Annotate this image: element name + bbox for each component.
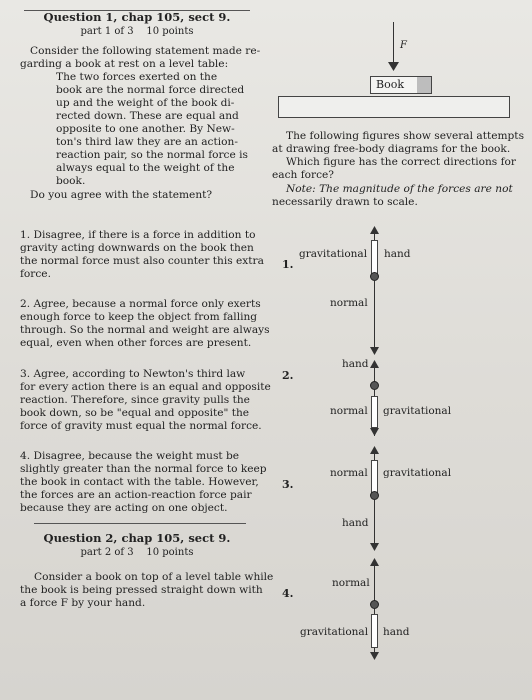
- label-upper-left: gravitational: [299, 248, 368, 260]
- option-line: force.: [20, 268, 51, 280]
- option-line: 2. Agree, because a normal force only exerts: [20, 298, 261, 310]
- lower-force-bar: [371, 614, 378, 648]
- option-line: the normal force must also counter this extra: [20, 255, 264, 267]
- label-lower-right: hand: [383, 626, 410, 638]
- body-point: [370, 600, 379, 609]
- option-line: 4. Disagree, because the weight must be: [20, 450, 240, 462]
- force-label: F: [400, 40, 407, 51]
- q1-line: opposite to one another. By New-: [56, 123, 235, 135]
- caption-line: Note: The magnitude of the forces are not: [286, 183, 513, 195]
- option-line: the book in contact with the table. However,: [20, 476, 259, 488]
- lower-force-line: [374, 500, 375, 546]
- body-point: [370, 381, 379, 390]
- caption-line: The following figures show several attempts: [286, 130, 525, 142]
- q2-title: Question 2, chap 105, sect 9.: [43, 531, 231, 545]
- book-label: Book: [376, 78, 404, 91]
- option-line: for every action there is an equal and opposite: [20, 381, 271, 393]
- down-arrow-head: [370, 428, 379, 436]
- option-line: because they are acting on one object.: [20, 502, 228, 514]
- body-point: [370, 491, 379, 500]
- q2-subtitle: part 2 of 3 10 points: [80, 547, 194, 558]
- option-line: gravity acting downwards on the book then: [20, 242, 254, 254]
- caption-line: at drawing free-body diagrams for the book.: [272, 143, 511, 155]
- option-line: enough force to keep the object from falling: [20, 311, 258, 323]
- book-shading: [417, 77, 431, 93]
- option-line: through. So the normal and weight are always: [20, 324, 270, 336]
- option-line: the forces are an action-reaction force pair: [20, 489, 252, 501]
- option-line: equal, even when other forces are present.: [20, 337, 252, 349]
- table-box: [278, 96, 510, 118]
- label-lower-left: hand: [342, 517, 369, 529]
- option-line: reaction. Therefore, since gravity pulls the: [20, 394, 250, 406]
- diagram-number: 3.: [282, 478, 294, 491]
- q1-line: The two forces exerted on the: [56, 71, 218, 83]
- upper-force-line: [374, 367, 375, 382]
- q2-top-rule: [34, 523, 246, 524]
- upper-force-bar: [371, 240, 378, 274]
- q1-line: Consider the following statement made re-: [30, 45, 261, 57]
- q1-line: book are the normal force directed: [56, 84, 245, 96]
- diagram-number: 4.: [282, 587, 294, 600]
- option-line: slightly greater than the normal force to keep: [20, 463, 267, 475]
- q1-line: ton's third law they are an action-: [56, 136, 238, 148]
- q1-question: Do you agree with the statement?: [30, 189, 213, 201]
- label-upper-left: hand: [342, 358, 369, 370]
- label-upper-right: gravitational: [383, 467, 452, 479]
- q1-line: rected down. These are equal and: [56, 110, 239, 122]
- label-lower-left: normal: [330, 405, 368, 417]
- label-lower-left: normal: [330, 297, 368, 309]
- lower-force-line: [374, 281, 375, 349]
- force-arrow-shaft: [393, 22, 394, 64]
- option-line: force of gravity must equal the normal force.: [20, 420, 262, 432]
- q1-line: garding a book at rest on a level table:: [20, 58, 229, 70]
- down-arrow-head: [370, 543, 379, 551]
- q1-line: always equal to the weight of the: [56, 162, 235, 174]
- upper-force-bar: [371, 460, 378, 494]
- body-point: [370, 272, 379, 281]
- force-arrow-head: [388, 62, 399, 72]
- q2-line: the book is being pressed straight down with: [20, 584, 263, 596]
- label-lower-right: gravitational: [383, 405, 452, 417]
- q1-title: Question 1, chap 105, sect 9.: [43, 10, 231, 24]
- option-line: book down, so be "equal and opposite" the: [20, 407, 250, 419]
- caption-line: each force?: [272, 169, 334, 181]
- label-upper-left: normal: [332, 577, 370, 589]
- caption-line: Which figure has the correct directions for: [286, 156, 516, 168]
- q1-line: book.: [56, 175, 86, 187]
- down-arrow-head: [370, 347, 379, 355]
- q2-line: a force F by your hand.: [20, 597, 146, 609]
- label-upper-right: hand: [384, 248, 411, 260]
- down-arrow-head: [370, 652, 379, 660]
- label-upper-left: normal: [330, 467, 368, 479]
- option-line: 3. Agree, according to Newton's third law: [20, 368, 246, 380]
- q1-line: up and the weight of the book di-: [56, 97, 235, 109]
- diagram-number: 2.: [282, 369, 294, 382]
- book-box: [370, 76, 432, 94]
- lower-force-bar: [371, 396, 378, 428]
- q2-line: Consider a book on top of a level table while: [34, 571, 274, 583]
- option-line: 1. Disagree, if there is a force in addition to: [20, 229, 256, 241]
- diagram-number: 1.: [282, 258, 294, 271]
- label-lower-left: gravitational: [300, 626, 369, 638]
- caption-line: necessarily drawn to scale.: [272, 196, 418, 208]
- upper-force-line: [374, 565, 375, 601]
- q1-line: reaction pair, so the normal force is: [56, 149, 248, 161]
- q1-subtitle: part 1 of 3 10 points: [80, 26, 194, 37]
